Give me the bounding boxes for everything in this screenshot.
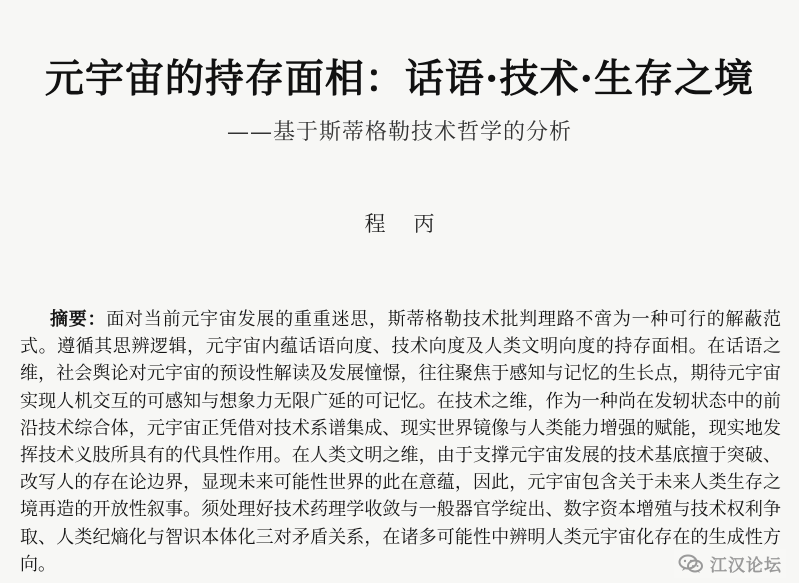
paper-subtitle: ——基于斯蒂格勒技术哲学的分析 — [226, 120, 572, 145]
watermark — [674, 549, 786, 578]
paper-author: 程丙 — [364, 212, 463, 236]
wechat-icon — [678, 553, 704, 575]
abstract-label: 摘要： — [50, 309, 107, 330]
paper-title: 元宇宙的持存面相：话语·技术·生存之境 — [44, 56, 755, 102]
paper-abstract — [20, 306, 781, 578]
watermark-label: 江汉论坛 — [710, 556, 782, 576]
abstract-text: 面对当前元宇宙发展的重重迷思，斯蒂格勒技术批判理路不啻为一种可行的解蔽范式。遵循其思辨逻辑，元宇宙内蕴话语向度、技术向度及人类文明向度的持存面相。在话语之维，社会舆论对元宇宙的预设性解读及发展憧憬，往往聚焦于感知与记忆的生长点，期待元宇宙实现人机交互的可感知与想象力无限广延的可记忆。在技术之维，作为一种尚在发轫状态中的前沿技术综合体，元宇宙正凭借对技术系谱集成、现实世界镜像与人类能力增强的赋能，现实地发挥技术义肢所具有的代具性作用。在人类文明之维，由于支撑元宇宙发展的技术基底擅于突破、改写人的存在论边界，显现未来可能性世界的此在意蕴，因此，元宇宙包含关于未来人类生存之境再造的开放性叙事。须处理好技术药理学收敛与一般器官学绽出、数字资本增殖与技术权利争取、人类纪熵化与智识本体化三对矛盾关系，在诸多可能性中辨明人类元宇宙化存在的生成性方向。 — [20, 309, 782, 575]
